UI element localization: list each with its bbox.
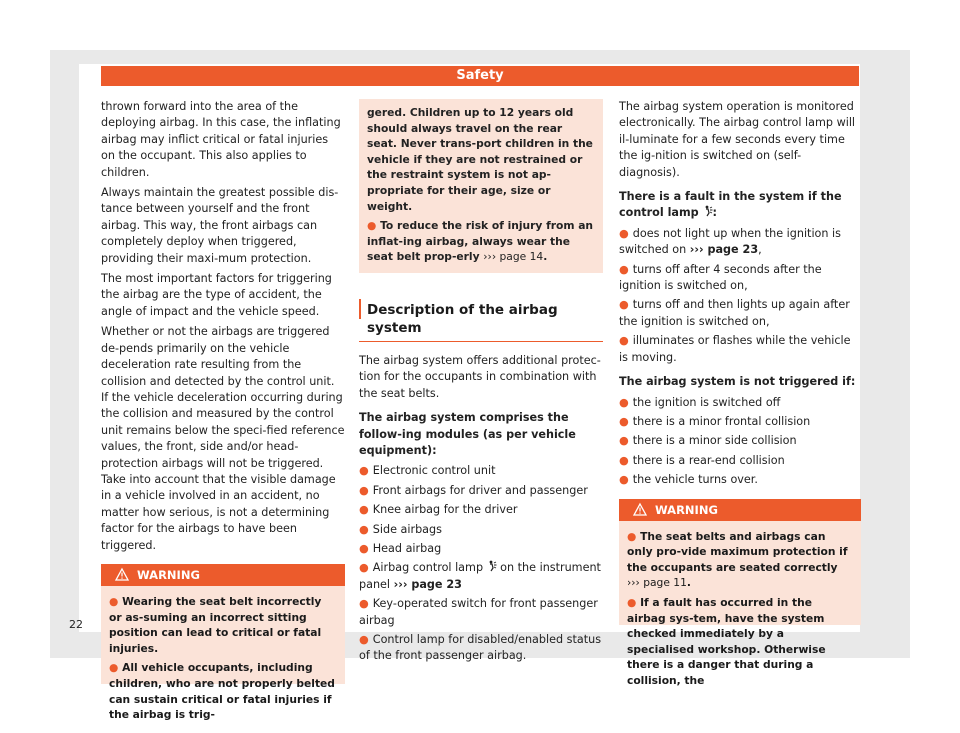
warning-continuation	[359, 99, 603, 273]
list-item: ● does not light up when the ignition is switched on ››› page 23,	[619, 226, 841, 257]
list-item: ● Knee airbag for the driver	[359, 503, 518, 517]
list-item: ● Head airbag	[359, 542, 442, 555]
warning-body	[619, 521, 861, 687]
airbag-lamp-icon	[487, 560, 497, 572]
page-link[interactable]: ››› page 23	[393, 577, 462, 591]
paragraph: Always maintain the greatest possible dis-tance between yourself and the front airbag. This way, the front airbags can completely deploy when triggered, providing their maxi-mum protection.	[101, 186, 339, 265]
section-header: Safety	[101, 66, 859, 86]
section-title: Description of the airbag system	[359, 301, 603, 337]
paragraph: The airbag system operation is monitored electronically. The airbag control lamp will il-luminate for a few seconds every time the ig-nition is switched on (self-diagnosis).	[619, 100, 856, 179]
list-heading: The airbag system comprises the follow-ing modules (as per vehicle equipment):	[359, 411, 576, 457]
page-link[interactable]: ››› page 14	[483, 250, 544, 264]
paragraph: Whether or not the airbags are triggered de-pends primarily on the vehicle deceleration rate resulting from the collision and detected by the control unit. If the vehicle deceleration occurring during the collision and measured by the control unit remains below the speci-fied reference values, the front, side and/or head-protection airbags will not be triggered. Take into account that the visible damage in a vehicle involved in an accident, no matter how serious, is not a determining factor for the airbags to have been triggered.	[101, 325, 345, 552]
list-item: ● the ignition is switched off	[619, 395, 781, 409]
list-item: ● Control lamp for disabled/enabled status of the front passenger airbag.	[359, 633, 602, 663]
warning-item: ● All vehicle occupants, including children, who are not properly belted can sustain critical or fatal injuries if the airbag is trig-	[109, 661, 335, 722]
paragraph: The airbag system offers additional protec-tion for the occupants in combination with the seat belts.	[359, 353, 601, 400]
fault-heading: There is a fault in the system if the control lamp :	[619, 190, 842, 220]
page-link[interactable]: ››› page 23	[689, 243, 759, 257]
column-3	[619, 99, 861, 687]
warning-item: ● To reduce the risk of injury from an inflat-ing airbag, always wear the seat belt prop-erly ››› page 14.	[367, 219, 594, 264]
warning-title: WARNING	[137, 567, 200, 582]
warning-body	[101, 586, 345, 733]
list-item: ● Airbag control lamp on the instrument panel ››› page 23	[359, 561, 601, 591]
list-item: ● Side airbags	[359, 522, 442, 536]
warning-box	[101, 564, 345, 722]
list-item: ● illuminates or flashes while the vehicle is moving.	[619, 334, 851, 364]
column-1	[101, 99, 345, 722]
list-item: ● Electronic control unit	[359, 464, 496, 478]
list-item: ● turns off and then lights up again after the ignition is switched on,	[619, 298, 850, 328]
not-triggered-heading: The airbag system is not triggered if:	[619, 375, 856, 389]
page-link[interactable]: ››› page 11	[627, 576, 687, 590]
list-item: ● the vehicle turns over.	[619, 473, 758, 487]
warning-item: ● The seat belts and airbags can only pro-vide maximum protection if the occupants are seated correctly ››› page 11.	[627, 529, 848, 590]
list-item: ● there is a rear-end collision	[619, 453, 785, 467]
page-number: 22	[69, 618, 83, 631]
warning-item: ● If a fault has occurred in the airbag sys-tem, have the system checked immediately by a specialised workshop. Otherwise there is a danger that during a collision, the	[627, 595, 826, 687]
list-item: ● turns off after 4 seconds after the ignition is switched on,	[619, 262, 822, 293]
warning-text: gered. Children up to 12 years old should always travel on the rear seat. Never trans-port children in the vehicle if they are not restrained or the restraint system is not ap-propriate for their age, size or weight.	[367, 106, 593, 213]
column-2	[359, 99, 603, 668]
paragraph: The most important factors for triggering the airbag are the type of accident, the angle of impact and the vehicle speed.	[101, 272, 332, 318]
list-item: ● Front airbags for driver and passenger	[359, 483, 588, 497]
warning-triangle-icon	[115, 568, 129, 581]
list-item: ● there is a minor frontal collision	[619, 414, 811, 428]
warning-box	[619, 499, 861, 687]
warning-title: WARNING	[655, 502, 718, 517]
warning-triangle-icon	[633, 503, 647, 516]
list-item: ● Key-operated switch for front passenger airbag	[359, 597, 598, 627]
warning-item: ● Wearing the seat belt incorrectly or as-suming an incorrect sitting position can lead to critical or fatal injuries.	[109, 594, 322, 655]
warning-header	[101, 564, 345, 586]
airbag-lamp-icon	[703, 205, 713, 217]
warning-header	[619, 499, 861, 521]
list-item: ● there is a minor side collision	[619, 434, 797, 448]
paragraph: thrown forward into the area of the deploying airbag. In this case, the inflating airbag may inflict critical or fatal injuries on the occupant. This also applies to children.	[101, 100, 341, 179]
